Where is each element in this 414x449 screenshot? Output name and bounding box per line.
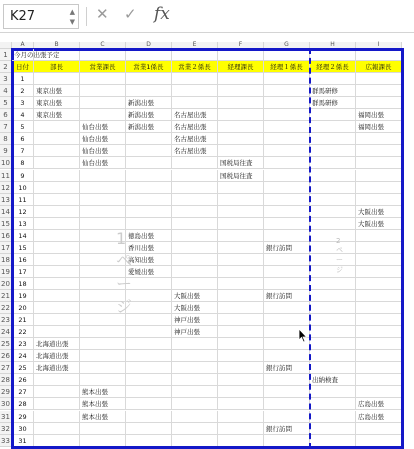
cell[interactable]: 31 — [12, 435, 34, 447]
cell[interactable]: 30 — [12, 423, 34, 435]
cell-entry[interactable]: 名古屋出張 — [174, 111, 207, 120]
cell[interactable]: 営業1係長 — [126, 61, 172, 73]
cell[interactable]: 2 — [12, 85, 34, 97]
page-break-line[interactable] — [309, 48, 311, 449]
cell[interactable]: 15 — [12, 242, 34, 254]
cell-entry[interactable]: 神戸出張 — [174, 316, 200, 325]
row-header[interactable]: 4 — [0, 85, 12, 97]
cell-entry[interactable]: 新潟出張 — [128, 111, 154, 120]
row-header[interactable]: 2 — [0, 61, 12, 73]
column-header-a[interactable]: A — [12, 42, 34, 49]
cell-entry[interactable]: 仙台出張 — [82, 135, 108, 144]
cell-entry[interactable]: 出納検査 — [312, 376, 338, 385]
row-header[interactable]: 11 — [0, 170, 12, 182]
cell[interactable]: 営業課長 — [80, 61, 126, 73]
row-header[interactable]: 13 — [0, 194, 12, 206]
row-header[interactable]: 6 — [0, 109, 12, 121]
cell-entry[interactable]: 熊本出張 — [82, 388, 108, 397]
row-header[interactable]: 10 — [0, 157, 12, 169]
cell[interactable]: 営業２係長 — [172, 61, 218, 73]
cell[interactable]: 14 — [12, 230, 34, 242]
column-header-i[interactable]: I — [356, 42, 402, 49]
cell[interactable]: 今月の出張予定 — [12, 49, 34, 61]
cell-entry[interactable]: 大阪出張 — [358, 219, 384, 228]
cell-entry[interactable]: 北海道出張 — [36, 340, 69, 349]
row-header[interactable]: 12 — [0, 182, 12, 194]
cell-entry[interactable]: 群馬研修 — [312, 99, 338, 108]
cell-entry[interactable]: 福岡出張 — [358, 111, 384, 120]
cell-entry[interactable]: 東京出張 — [36, 87, 62, 96]
insert-function-icon[interactable]: fx — [154, 4, 170, 24]
name-box-value: K27 — [10, 9, 36, 24]
row-header[interactable]: 30 — [0, 398, 12, 410]
cell[interactable]: 13 — [12, 218, 34, 230]
column-header-c[interactable]: C — [80, 42, 126, 49]
cell-entry[interactable]: 北海道出張 — [36, 352, 69, 361]
mouse-pointer-icon — [298, 328, 308, 343]
cell-entry[interactable]: 銀行訪問 — [266, 424, 292, 433]
row-header[interactable]: 23 — [0, 314, 12, 326]
row-header[interactable]: 24 — [0, 326, 12, 338]
cell[interactable]: 12 — [12, 206, 34, 218]
row-header[interactable]: 29 — [0, 386, 12, 398]
cell-entry[interactable]: 仙台出張 — [82, 123, 108, 132]
row-header[interactable]: 5 — [0, 97, 12, 109]
cell-entry[interactable]: 新潟出張 — [128, 123, 154, 132]
row-header[interactable]: 14 — [0, 206, 12, 218]
cell-entry[interactable]: 国税局往査 — [220, 159, 253, 168]
cell[interactable]: 26 — [12, 374, 34, 386]
formula-bar — [0, 0, 414, 33]
cell[interactable]: 8 — [12, 157, 34, 169]
cell-entry[interactable]: 銀行訪問 — [266, 243, 292, 252]
cell[interactable]: 17 — [12, 266, 34, 278]
cell[interactable]: 11 — [12, 194, 34, 206]
row-header[interactable]: 18 — [0, 254, 12, 266]
cell[interactable]: 経理課長 — [218, 61, 264, 73]
cell-entry[interactable]: 群馬研修 — [312, 87, 338, 96]
cell[interactable]: 25 — [12, 362, 34, 374]
cell[interactable]: 7 — [12, 145, 34, 157]
cell-entry[interactable]: 名古屋出張 — [174, 123, 207, 132]
row-header[interactable]: 1 — [0, 49, 12, 61]
cell[interactable]: 経理１係長 — [264, 61, 310, 73]
row-header[interactable]: 15 — [0, 218, 12, 230]
page-1-watermark: 1 ページ — [116, 229, 135, 316]
enter-icon[interactable]: ✓ — [124, 5, 137, 23]
cell-entry[interactable]: 仙台出張 — [82, 147, 108, 156]
cell-entry[interactable]: 東京出張 — [36, 99, 62, 108]
cell-entry[interactable]: 熊本出張 — [82, 400, 108, 409]
cell[interactable]: 5 — [12, 121, 34, 133]
cell[interactable]: 27 — [12, 386, 34, 398]
cell[interactable]: 16 — [12, 254, 34, 266]
row-header[interactable]: 32 — [0, 423, 12, 435]
cell[interactable]: 21 — [12, 314, 34, 326]
cell[interactable]: 19 — [12, 290, 34, 302]
row-header[interactable]: 22 — [0, 302, 12, 314]
cell-entry[interactable]: 銀行訪問 — [266, 292, 292, 300]
row-header[interactable]: 3 — [0, 73, 12, 85]
row-header[interactable]: 19 — [0, 266, 12, 278]
cell[interactable]: 広報課長 — [356, 61, 402, 73]
cell[interactable]: 22 — [12, 326, 34, 338]
cell[interactable]: 部長 — [34, 61, 80, 73]
print-area-boundary[interactable] — [11, 48, 404, 449]
cell-entry[interactable]: 北海道出張 — [36, 364, 69, 373]
row-header[interactable]: 27 — [0, 362, 12, 374]
row-header[interactable]: 9 — [0, 145, 12, 157]
row-header[interactable]: 31 — [0, 411, 12, 423]
cell[interactable]: 4 — [12, 109, 34, 121]
cell-entry[interactable]: 熊本出張 — [82, 412, 108, 421]
cell[interactable]: 20 — [12, 302, 34, 314]
cell[interactable]: 29 — [12, 411, 34, 423]
cell[interactable]: 経理２係長 — [310, 61, 356, 73]
cell-entry[interactable]: 神戸出張 — [174, 328, 200, 337]
column-header-d[interactable]: D — [126, 42, 172, 49]
formula-separator — [86, 7, 87, 26]
row-header[interactable]: 28 — [0, 374, 12, 386]
row-header[interactable]: 21 — [0, 290, 12, 302]
cell-entry[interactable]: 名古屋出張 — [174, 135, 207, 144]
cell[interactable]: 3 — [12, 97, 34, 109]
row-header[interactable]: 17 — [0, 242, 12, 254]
name-box-dropdown-icon[interactable]: ▲ ▼ — [69, 8, 75, 26]
row-header[interactable]: 8 — [0, 133, 12, 145]
cell-entry[interactable]: 福岡出張 — [358, 123, 384, 132]
row-header[interactable]: 16 — [0, 230, 12, 242]
row-header[interactable]: 33 — [0, 435, 12, 447]
cell-entry[interactable]: 愛媛出張 — [128, 267, 154, 276]
cell-entry[interactable]: 銀行訪問 — [266, 364, 292, 373]
row-header[interactable]: 7 — [0, 121, 12, 133]
column-header-h[interactable]: H — [310, 42, 356, 49]
column-header-g[interactable]: G — [264, 42, 310, 49]
row-header[interactable]: 20 — [0, 278, 12, 290]
cell[interactable]: 6 — [12, 133, 34, 145]
cell-entry[interactable]: 徳島出張 — [128, 231, 154, 240]
cell-entry[interactable]: 新潟出張 — [128, 99, 154, 108]
cell-entry[interactable]: 広島出張 — [358, 400, 384, 409]
cell[interactable]: 24 — [12, 350, 34, 362]
cell[interactable]: 18 — [12, 278, 34, 290]
cell-entry[interactable]: 国税局往査 — [220, 171, 253, 180]
cell-entry[interactable]: 高知出張 — [128, 255, 154, 264]
cell-entry[interactable]: 東京出張 — [36, 111, 62, 120]
cell[interactable]: 1 — [12, 73, 34, 85]
cell[interactable]: 日付 — [12, 61, 34, 73]
page-2-watermark: 2 ページ — [336, 237, 343, 274]
row-header[interactable]: 26 — [0, 350, 12, 362]
column-header-b[interactable]: B — [34, 42, 80, 49]
cell-entry[interactable]: 仙台出張 — [82, 159, 108, 168]
cell[interactable]: 28 — [12, 398, 34, 410]
cancel-icon[interactable]: ✕ — [96, 5, 109, 23]
cell-entry[interactable]: 大阪出張 — [358, 207, 384, 216]
cell-entry[interactable]: 広島出張 — [358, 412, 384, 421]
cell[interactable]: 9 — [12, 170, 34, 182]
cell-entry[interactable]: 名古屋出張 — [174, 147, 207, 156]
column-header-e[interactable]: E — [172, 42, 218, 49]
cell-entry[interactable]: 香川出張 — [128, 243, 154, 252]
column-header-f[interactable]: F — [218, 42, 264, 49]
cell-entry[interactable]: 大阪出張 — [174, 304, 200, 313]
cell[interactable]: 23 — [12, 338, 34, 350]
row-header[interactable]: 25 — [0, 338, 12, 350]
name-box[interactable] — [3, 4, 79, 29]
cell-entry[interactable]: 大阪出張 — [174, 292, 200, 300]
cell[interactable]: 10 — [12, 182, 34, 194]
